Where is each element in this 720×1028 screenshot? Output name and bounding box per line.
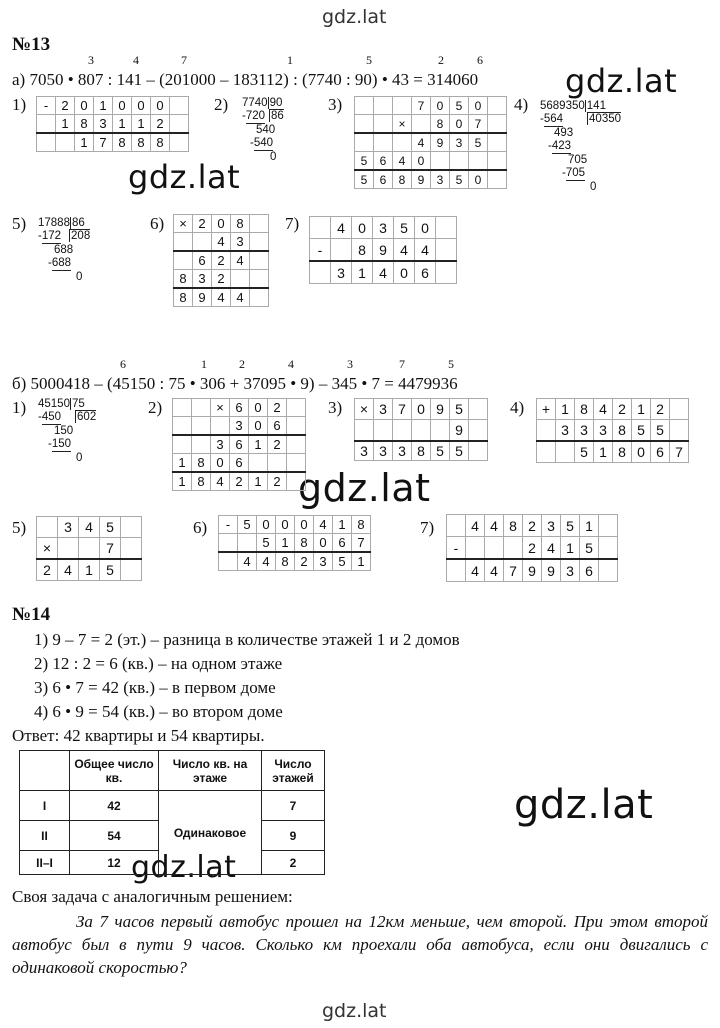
watermark-e: gdz.lat xyxy=(131,850,237,885)
order-a-1: 3 xyxy=(88,53,94,67)
order-b-1: 6 xyxy=(120,357,126,371)
division-a5: 17888 86 -172 208 688 -688 0 xyxy=(38,217,91,283)
watermark-bottom: gdz.lat xyxy=(322,1000,387,1022)
division-b1: 45150 75 -450 602 150 -150 0 xyxy=(38,398,97,464)
order-b-7: 5 xyxy=(448,357,454,371)
order-a-5: 5 xyxy=(366,53,372,67)
col-floors: Число этажей xyxy=(262,751,325,791)
task14-step-1: 1) 9 – 7 = 2 (эт.) – разница в количестве этажей 1 и 2 домов xyxy=(34,630,460,649)
label-a-6: 6) xyxy=(150,214,165,233)
label-a-2: 2) xyxy=(214,95,229,114)
order-a-4: 1 xyxy=(287,53,293,67)
grid-a7: 4 0 3 5 0 - 8 9 4 4 3 1 4 0 6 xyxy=(309,216,457,284)
order-b-6: 7 xyxy=(399,357,405,371)
label-b-7: 7) xyxy=(420,518,435,537)
label-b-5: 5) xyxy=(12,518,27,537)
grid-a6: × 2 0 8 4 3 6 2 4 8 3 2 8 9 4 4 xyxy=(173,214,269,307)
label-a-4: 4) xyxy=(514,95,529,114)
grid-b7: 4 4 8 2 3 5 1 - 2 4 1 5 4 4 7 9 9 3 6 xyxy=(446,514,618,582)
grid-a3: 7 0 5 0 × 8 0 7 4 9 3 5 5 6 4 0 5 6 8 9 3 5 0 xyxy=(354,96,507,189)
label-a-5: 5) xyxy=(12,214,27,233)
grid-b2: × 6 0 2 3 0 6 3 6 1 2 1 8 0 6 1 8 4 2 1 2 xyxy=(172,398,306,491)
division-a2: 7740 90 -720 86 540 -540 0 xyxy=(242,97,284,163)
grid-b5: 3 4 5 × 7 2 4 1 5 xyxy=(36,516,142,581)
expression-a: а) 7050 • 807 : 141 – (201000 – 183112) : (7740 : 90) • 43 = 314060 xyxy=(12,70,479,89)
label-b-4: 4) xyxy=(510,398,525,417)
order-b-2: 1 xyxy=(201,357,207,371)
order-a-3: 7 xyxy=(181,53,187,67)
grid-b4: + 1 8 4 2 1 2 3 3 3 8 5 5 5 1 8 0 6 7 xyxy=(536,398,689,463)
col-total: Общее число кв. xyxy=(70,751,159,791)
label-b-6: 6) xyxy=(193,518,208,537)
label-a-7: 7) xyxy=(285,214,300,233)
col-per-floor: Число кв. на этаже xyxy=(159,751,262,791)
watermark-top: gdz.lat xyxy=(322,6,387,28)
merged-cell: Одинаковое xyxy=(159,791,262,875)
watermark-a: gdz.lat xyxy=(128,158,241,196)
own-task-text: За 7 часов первый автобус прошел на 12км меньше, чем второй. При этом второй автобус был в пути 9 часов. Сколько км проехали оба автобуса, если они двигались с одинаковой скоростью? xyxy=(12,912,708,977)
order-b-4: 4 xyxy=(288,357,294,371)
task14-step-3: 3) 6 • 7 = 42 (кв.) – в первом доме xyxy=(34,678,276,697)
grid-a1: - 2 0 1 0 0 0 1 8 3 1 1 2 1 7 8 8 8 xyxy=(36,96,189,152)
label-b-1: 1) xyxy=(12,398,27,417)
order-b-3: 2 xyxy=(239,357,245,371)
watermark-b: gdz.lat xyxy=(565,62,678,100)
label-a-1: 1) xyxy=(12,95,27,114)
own-task-title: Своя задача с аналогичным решением: xyxy=(12,887,293,906)
label-b-3: 3) xyxy=(328,398,343,417)
division-a4: 5689350 141 -564 40350 493 -423 705 -705 0 xyxy=(540,100,622,193)
order-a-2: 4 xyxy=(133,53,139,67)
task13-title: №13 xyxy=(12,34,51,55)
grid-b3: × 3 7 0 9 5 9 3 3 3 8 5 5 xyxy=(354,398,488,461)
expression-b: б) 5000418 – (45150 : 75 • 306 + 37095 • 9) – 345 • 7 = 4479936 xyxy=(12,374,458,393)
order-a-7: 6 xyxy=(477,53,483,67)
task14-answer: Ответ: 42 квартиры и 54 квартиры. xyxy=(12,726,265,745)
order-b-5: 3 xyxy=(347,357,353,371)
label-b-2: 2) xyxy=(148,398,163,417)
label-a-3: 3) xyxy=(328,95,343,114)
watermark-c: gdz.lat xyxy=(298,466,431,510)
task14-step-2: 2) 12 : 2 = 6 (кв.) – на одном этаже xyxy=(34,654,283,673)
order-a-6: 2 xyxy=(438,53,444,67)
task14-step-4: 4) 6 • 9 = 54 (кв.) – во втором доме xyxy=(34,702,283,721)
answer-table: Общее число кв. Число кв. на этаже Число этажей I 42 Одинаковое 7 II 54 9 II–I 12 2 xyxy=(19,750,325,875)
grid-b6: - 5 0 0 0 4 1 8 5 1 8 0 6 7 4 4 8 2 3 5 1 xyxy=(218,515,371,571)
task14-title: №14 xyxy=(12,604,51,625)
watermark-d: gdz.lat xyxy=(514,782,654,828)
